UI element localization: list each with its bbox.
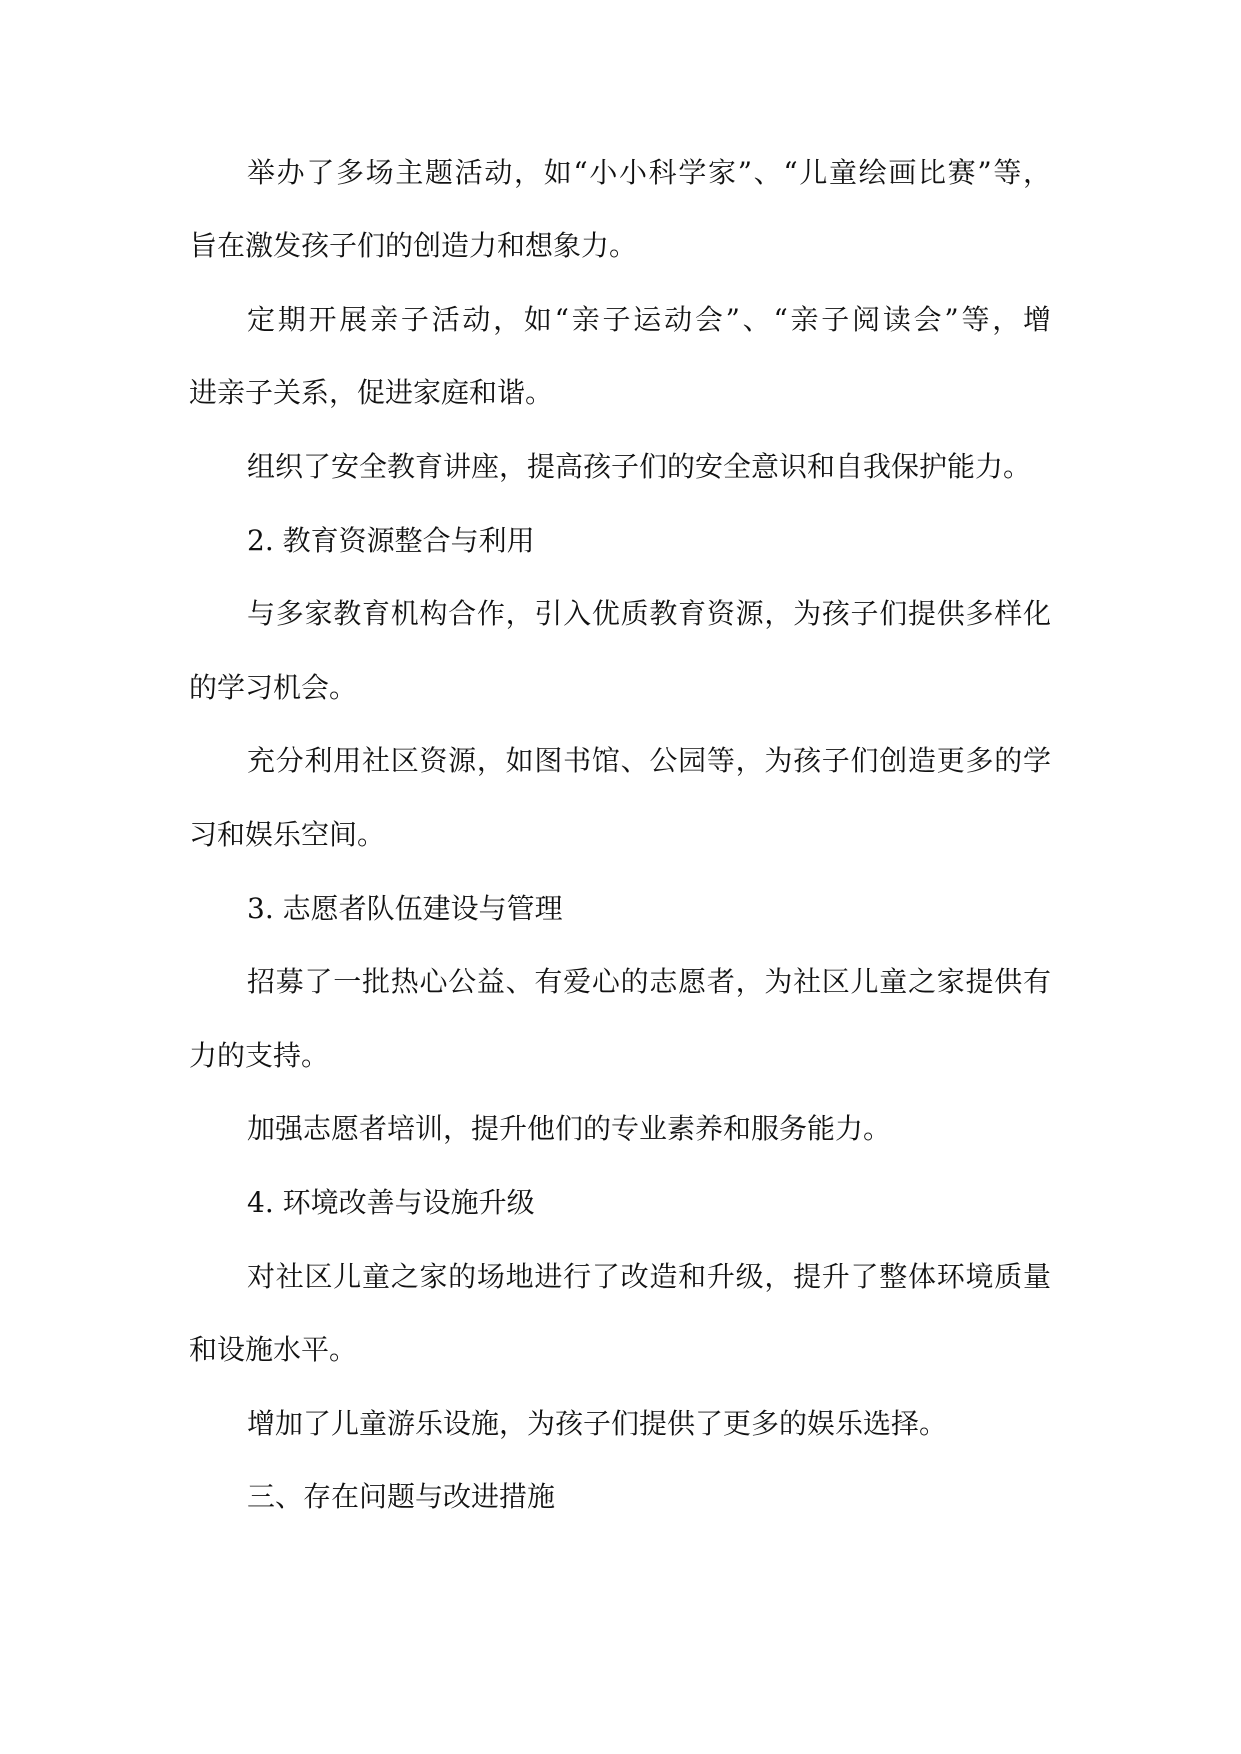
paragraph-site-renovation-line-2: 和设施水平。 <box>189 1333 358 1366</box>
paragraph-volunteer-recruitment-line-2: 力的支持。 <box>189 1039 330 1072</box>
heading-problems-improvements: 三、存在问题与改进措施 <box>247 1480 556 1513</box>
paragraph-safety-education: 组织了安全教育讲座，提高孩子们的安全意识和自我保护能力。 <box>247 450 1032 483</box>
heading-environment-facilities: 4. 环境改善与设施升级 <box>247 1186 535 1219</box>
paragraph-theme-activities-line-1: 举办了多场主题活动，如“小小科学家”、“儿童绘画比赛”等， <box>247 156 1051 189</box>
paragraph-play-facilities: 增加了儿童游乐设施，为孩子们提供了更多的娱乐选择。 <box>247 1407 948 1440</box>
paragraph-site-renovation-line-1: 对社区儿童之家的场地进行了改造和升级，提升了整体环境质量 <box>247 1260 1051 1293</box>
paragraph-parent-child-line-2: 进亲子关系，促进家庭和谐。 <box>189 376 554 409</box>
paragraph-community-resources-line-1: 充分利用社区资源，如图书馆、公园等，为孩子们创造更多的学 <box>247 744 1051 777</box>
paragraph-theme-activities-line-2: 旨在激发孩子们的创造力和想象力。 <box>189 229 638 262</box>
paragraph-institution-cooperation-line-1: 与多家教育机构合作，引入优质教育资源，为孩子们提供多样化 <box>247 597 1051 630</box>
paragraph-volunteer-recruitment-line-1: 招募了一批热心公益、有爱心的志愿者，为社区儿童之家提供有 <box>247 965 1051 998</box>
paragraph-parent-child-line-1: 定期开展亲子活动，如“亲子运动会”、“亲子阅读会”等，增 <box>247 303 1051 336</box>
heading-volunteer-team: 3. 志愿者队伍建设与管理 <box>247 892 563 925</box>
paragraph-institution-cooperation-line-2: 的学习机会。 <box>189 671 358 704</box>
document-page <box>189 0 1051 1754</box>
paragraph-community-resources-line-2: 习和娱乐空间。 <box>189 818 386 851</box>
paragraph-volunteer-training: 加强志愿者培训，提升他们的专业素养和服务能力。 <box>247 1112 892 1145</box>
heading-education-resources: 2. 教育资源整合与利用 <box>247 524 535 557</box>
